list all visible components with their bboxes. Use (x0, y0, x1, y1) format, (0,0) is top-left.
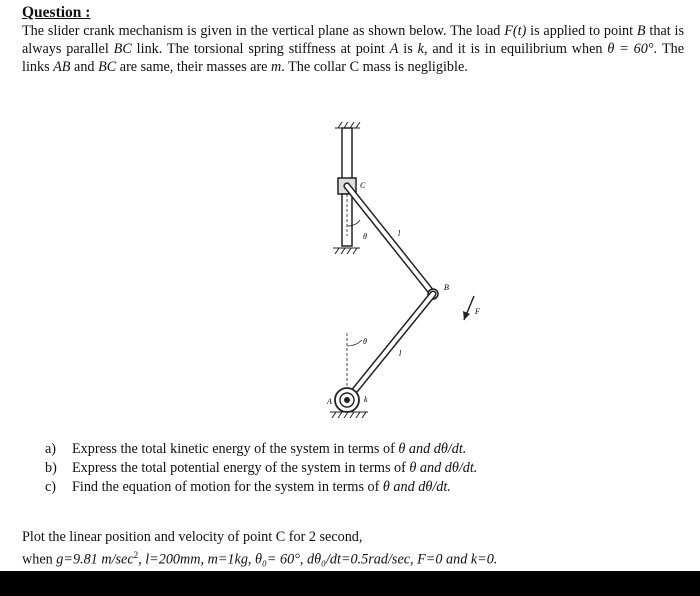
label-theta-lower: θ (363, 337, 367, 346)
task-item: c) Find the equation of motion for the system in terms of θ and dθ/dt. (45, 479, 451, 495)
plot-line-2: when g=9.81 $m/\sec^2$, l=200mm, m=1kg, θ₀= 60°, dθ₀/dt=0.5rad/sec, F=0 and k=0. (22, 550, 498, 568)
label-c: C (360, 181, 366, 190)
task-list (45, 440, 665, 497)
question-intro: The slider crank mechanism is given in the vertical plane as shown below. The load F(t) is applied to point B that is always parallel BC link. The torsional spring stiffness at point A is k, and it is in equilibrium when θ = 60°. The links AB and BC are same, their masses are m. The collar C mass is negligible. (22, 23, 685, 75)
guide-rod-upper (342, 128, 352, 182)
label-a: A (327, 397, 332, 406)
label-theta-upper: θ (363, 232, 367, 241)
task-item: a) Express the total kinetic energy of the system in terms of θ and dθ/dt. (45, 441, 467, 457)
label-l-lower: l (399, 349, 402, 358)
mechanism-figure (300, 118, 500, 438)
plot-instructions (22, 528, 672, 569)
top-ground-hatch (335, 122, 360, 128)
bottom-black-bar (0, 571, 700, 596)
bottom-ground-hatch (330, 412, 368, 418)
label-b: B (444, 283, 449, 292)
label-l-upper: l (398, 229, 401, 238)
task-item: b) Express the total potential energy of the system in terms of θ and dθ/dt. (45, 460, 478, 476)
label-k: k (364, 395, 368, 404)
plot-line-1: Plot the linear position and velocity of point C for 2 second, (22, 529, 363, 545)
mechanism-diagram (300, 118, 500, 438)
label-f: F (475, 307, 480, 316)
guide-ground-hatch (333, 248, 360, 254)
question-heading: Question : (22, 4, 91, 21)
pin-a (344, 397, 350, 403)
